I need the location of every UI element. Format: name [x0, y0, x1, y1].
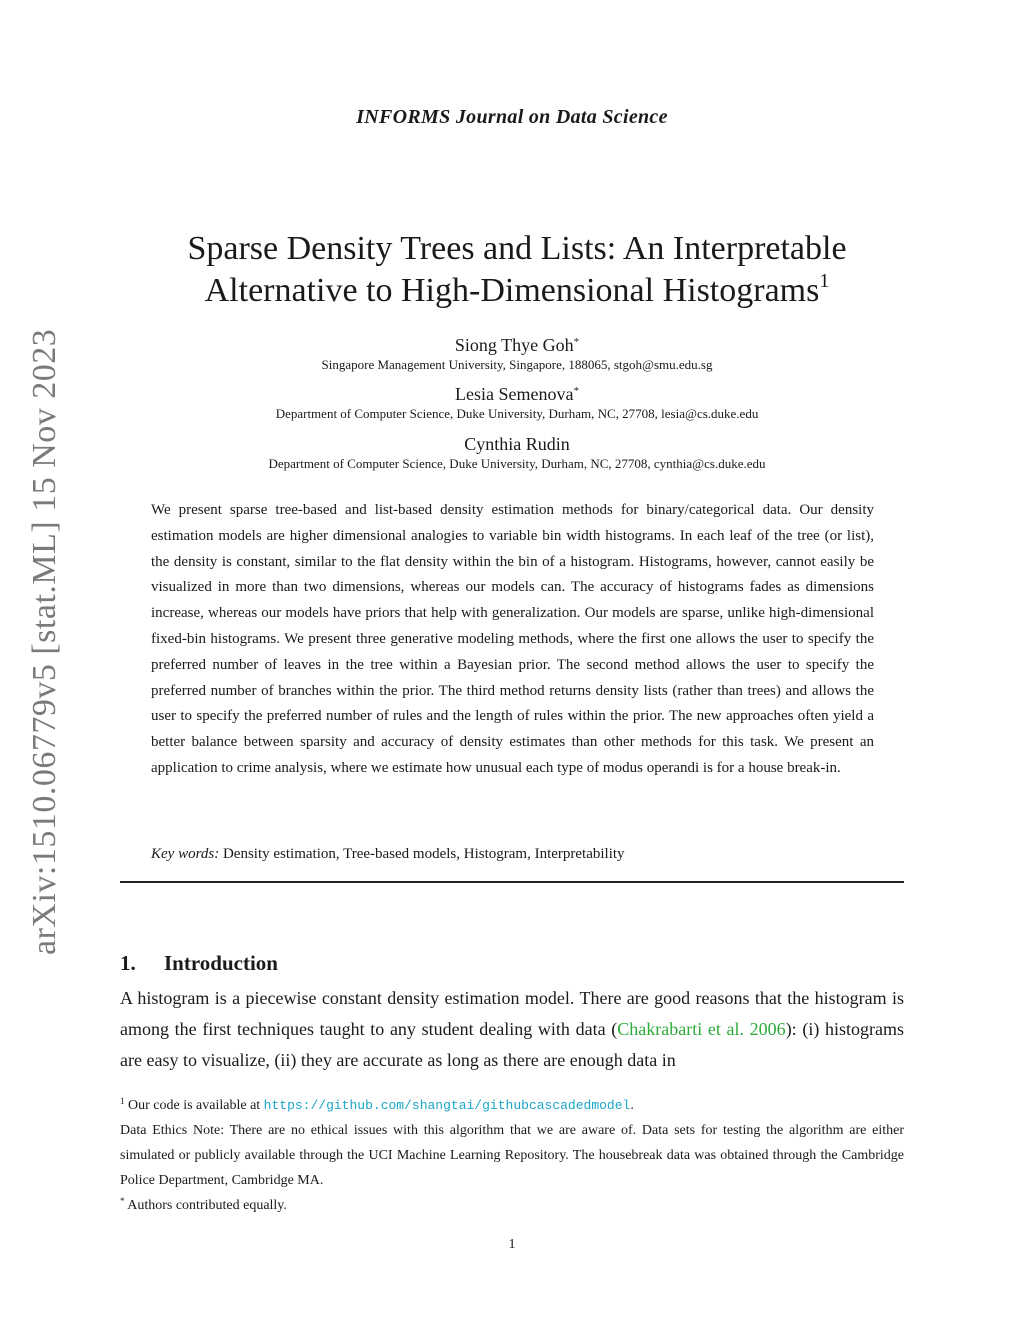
keywords-text: Density estimation, Tree-based models, Histogram, Interpretability — [222, 846, 625, 862]
title-line-2-text: Alternative to High-Dimensional Histograms — [204, 272, 820, 309]
equal-contribution-mark: * — [120, 1196, 125, 1206]
arxiv-identifier-stamp: arXiv:1510.06779v5 [stat.ML] 15 Nov 2023 — [26, 328, 63, 955]
author-affiliation: Department of Computer Science, Duke University, Durham, NC, 27708, lesia@cs.duke.edu — [275, 406, 759, 421]
keywords-label: Key words: — [151, 846, 220, 862]
author-name-text: Lesia Semenova — [455, 384, 574, 404]
author-name-text: Cynthia Rudin — [464, 434, 570, 454]
abstract-divider — [120, 881, 904, 883]
title-line-1: Sparse Density Trees and Lists: An Interpretable — [187, 230, 847, 267]
intro-text-after: ): (i) histograms are easy to visualize, (ii) they are accurate as long as there are enough data in — [120, 1019, 905, 1070]
ethics-note: Data Ethics Note: There are no ethical issues with this algorithm that we are aware of. Data sets for testing the algorithm are either simulated or publicly available through the UCI Machine Learning Repository. The housebreak data was obtained through the Cambridge Police Department, Cambridge MA. — [120, 1123, 904, 1188]
code-footnote-prefix: Our code is available at — [128, 1098, 261, 1113]
code-footnote — [120, 1093, 904, 1118]
equal-contribution-note — [120, 1193, 904, 1218]
author-affiliation: Department of Computer Science, Duke University, Durham, NC, 27708, cynthia@cs.duke.edu — [268, 456, 766, 471]
keywords — [151, 844, 874, 864]
section-heading — [120, 951, 278, 976]
footnote-mark: 1 — [120, 1096, 125, 1106]
author-name-text: Siong Thye Goh — [454, 335, 574, 355]
author-name — [120, 334, 914, 356]
author-2 — [120, 383, 914, 423]
title-line-2 — [120, 270, 914, 312]
code-footnote-suffix: . — [630, 1098, 634, 1113]
author-name — [120, 433, 914, 455]
title-footnote-mark: 1 — [819, 270, 830, 292]
equal-contribution-mark: * — [573, 336, 580, 348]
page-number: 1 — [508, 1237, 516, 1252]
journal-name: INFORMS Journal on Data Science — [356, 106, 668, 128]
equal-contribution-text: Authors contributed equally. — [127, 1198, 287, 1213]
author-1 — [120, 334, 914, 374]
section-title: Introduction — [164, 951, 278, 975]
author-name — [120, 383, 914, 405]
code-repository-link[interactable]: https://github.com/shangtai/githubcascadedmodel — [263, 1098, 631, 1113]
paper-title — [120, 228, 914, 312]
citation-link[interactable]: Chakrabarti et al. 2006 — [617, 1019, 786, 1039]
footnotes — [120, 1093, 904, 1218]
abstract: We present sparse tree-based and list-based density estimation methods for binary/categorical data. Our density estimation models are higher dimensional analogies to variable bin width histograms. In each leaf of the tree (or list), the density is constant, similar to the flat density within the bin of a histogram. Histograms, however, cannot easily be visualized in more than two dimensions, whereas our models can. The accuracy of histograms fades as dimensions increase, whereas our models have priors that help with generalization. Our models are sparse, unlike high-dimensional fixed-bin histograms. We present three generative modeling methods, where the first one allows the user to specify the preferred number of leaves in the tree within a Bayesian prior. The second method allows the user to specify the preferred number of branches within the prior. The third method returns density lists (rather than trees) and allows the user to specify the preferred number of rules and the length of rules within the prior. The new approaches often yield a better balance between sparsity and accuracy of density estimates than other methods for this task. We present an application to crime analysis, where we estimate how unusual each type of modus operandi is for a house break-in. — [151, 502, 874, 776]
equal-contribution-mark: * — [573, 385, 579, 397]
section-number: 1. — [120, 951, 136, 975]
introduction-paragraph — [120, 983, 904, 1076]
author-affiliation: Singapore Management University, Singapore, 188065, stgoh@smu.edu.sg — [321, 357, 713, 372]
author-3 — [120, 433, 914, 473]
intro-text-before: A histogram is a piecewise constant density estimation model. There are good reasons that the histogram is among the first techniques taught to any student dealing with data ( — [120, 988, 904, 1039]
